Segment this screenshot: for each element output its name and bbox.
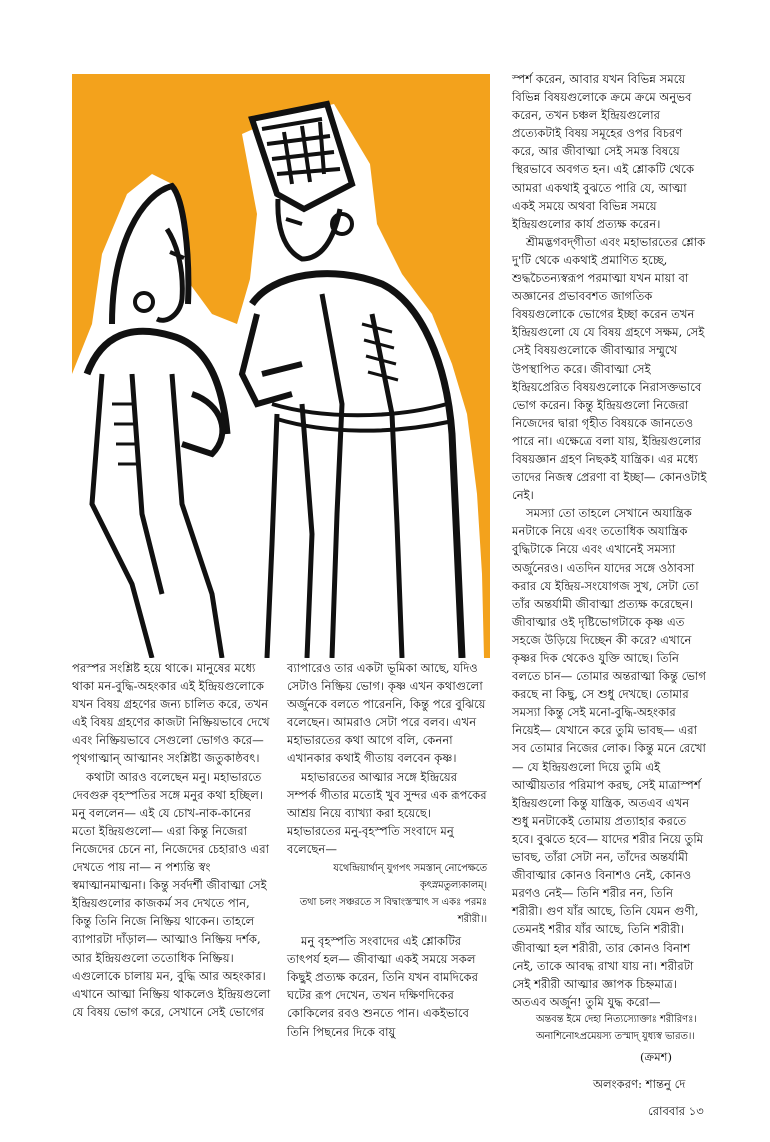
paragraph: ব্যাপারেও তার একটা ভূমিকা আছে, যদিও সেটাও নিষ্ক্রিয় ভোগ। কৃষ্ণ এখন কথাগুলো অর্জুনকে বলতে পারেননি, কিন্তু পরে বুঝিয়ে বলেছেন। আমরাও সেটা পরে বলব। এখন মহাভারতের কথা আগে বলি, কেননা এখানকার কথাই গীতায় বলবেন কৃষ্ণ। xyxy=(287,661,486,766)
column-right xyxy=(512,70,707,1045)
verse-line: অন্তবন্ত ইমে দেহা নিত্যস্যোক্তাঃ শরীরিণঃ। xyxy=(536,1013,697,1025)
paragraph: সমস্যা তো তাহলে সেখানে অযান্ত্রিক মনটাকে নিয়ে এবং ততোধিক অযান্ত্রিক বুদ্ধিটাকে নিয়ে এবং এখানেই সমস্যা অর্জুনেরও। এতদিন যাদের সঙ্গে ওঠাবসা করার যে ইন্দ্রিয়-সংযোগজ সুখ, সেটা তো তাঁর অন্তর্যামী জীবাত্মা প্রত্যক্ষ করেছেন। জীবাত্মার ওই দৃষ্টিভোগটাকে কৃষ্ণ এত সহজে উড়িয়ে দিচ্ছেন কী করে? এখানে কৃষ্ণর দিক থেকেও যুক্তি আছে। তিনি বলতে চান— তোমার অন্তরাত্মা কিন্তু ভোগ করছে না কিছু, সে শুধু দেখছে। তোমার সমস্যা কিন্তু সেই মনো-বুদ্ধি-অহংকার নিয়েই— যেখানে করে তুমি ভাবছ— এরা সব তোমার নিজের লোক। কিন্তু মনে রেখো— যে ইন্দ্রিয়গুলো দিয়ে তুমি এই আত্মীয়তার পরিমাপ করছ, সেই মাত্রাস্পর্শ ইন্দ্রিয়গুলো কিন্তু যান্ত্রিক, অতএব এখন শুধু মনটাকেই তোমায় প্রত্যাহার করতে হবে। বুঝতে হবে— যাদের শরীর নিয়ে তুমি ভাবছ, তাঁরা সেটা নন, তাঁদের অন্তর্যামী জীবাত্মার কোনও বিনাশও নেই, কোনও মরণও নেই— তিনি শরীর নন, তিনি শরীরী। গুণ যাঁর আছে, তিনি যেমন গুণী, তেমনই শরীর যাঁর আছে, তিনি শরীরী। জীবাত্মা হল শরীরী, তার কোনও বিনাশ নেই, তাকে আবদ্ধ রাখা যায় না। শরীরটা সেই শরীরী আত্মার জ্ঞাপক চিহ্নমাত্র। অতএব অর্জুন! তুমি যুদ্ধ করো— xyxy=(512,506,706,1009)
verse-line: যথেন্দ্রিয়ার্থান্ যুগপৎ সমস্তান্ নোপেক্ষতে xyxy=(333,863,487,875)
paragraph: মনু বৃহস্পতি সংবাদের এই শ্লোকটির তাৎপর্য হল— জীবাত্মা একই সময়ে সকল কিছুই প্রত্যক্ষ করেন, তিনি যখন বামদিকের ঘটের রূপ দেখেন, তখন দক্ষিণদিকের কোকিলের রবও শুনতে পান। একইভাবে তিনি পিছনের দিকে বায়ু xyxy=(287,934,479,1039)
continued-marker: (ক্রমশ) xyxy=(640,1050,673,1064)
paragraph: স্পর্শ করেন, আবার যখন বিভিন্ন সময়ে বিভিন্ন বিষয়গুলোকে ক্রমে ক্রমে অনুভব করেন, তখন চঞ্চল ইন্দ্রিয়গুলোর প্রত্যেকটাই বিষয় সমূহের ওপর বিচরণ করে, আর জীবাত্মা সেই সমস্ত বিষয়ে স্থিরভাবে অবগত হন। এই শ্লোকটি থেকে আমরা একথাই বুঝতে পারি যে, আত্মা একই সময়ে অথবা বিভিন্ন সময়ে ইন্দ্রিয়গুলোর কার্য প্রত্যক্ষ করেন। xyxy=(512,72,695,231)
verse-line: অনাশিনোঽপ্রমেয়স্য তস্মাদ্‌ যুধ্যস্ব ভারত।। xyxy=(536,1030,695,1042)
paragraph: পরস্পর সংশ্লিষ্ট হয়ে থাকে। মানুষের মধ্যে থাকা মন-বুদ্ধি-অহংকার এই ইন্দ্রিয়গুলোকে যখন বিষয় গ্রহণের জন্য চালিত করে, তখন এই বিষয় গ্রহণের কাজটা নিষ্ক্রিয়ভাবে দেখে এবং নিষ্ক্রিয়ভাবে সেগুলো ভোগও করে— পৃথগাত্মান্ আত্মানং সংশ্লিষ্টা জতুকাষ্ঠবৎ। xyxy=(72,661,270,766)
verse-line: তথা চলং সঞ্চরতে স বিদ্বাংস্তস্মাৎ স একঃ পরমঃ xyxy=(299,897,487,909)
column-left xyxy=(72,659,272,1021)
column-middle xyxy=(287,659,487,1041)
verse-line: শরীরী।। xyxy=(457,914,487,926)
paragraph: মহাভারতের আত্মার সঙ্গে ইন্দ্রিয়ের সম্পর্ক গীতার মতোই খুব সুন্দর এক রূপকের আশ্রয় নিয়ে ব্যাখ্যা করা হয়েছে। মহাভারতের মনু-বৃহস্পতি সংবাদে মনু বলেছেন— xyxy=(287,769,487,856)
verse-line: কৃৎস্নমতুল্যকালম্। xyxy=(419,880,487,892)
paragraph: কথাটা আরও বলেছেন মনু। মহাভারতে দেবগুরু বৃহস্পতির সঙ্গে মনুর কথা হচ্ছিল। মনু বললেন— এই যে চোখ-নাক-কানের মতো ইন্দ্রিয়গুলো— এরা কিন্তু নিজেরা নিজেদের চেনে না, নিজেদের চেহারাও এরা দেখতে পায় না— ন পশ্যন্তি স্বং স্বমাত্মানমাত্মনা। কিন্তু সর্বদর্শী জীবাত্মা সেই ইন্দ্রিয়গুলোর কাজকর্ম সব দেখতে পান, কিন্তু তিনি নিজে নিষ্ক্রিয় থাকেন। তাহলে ব্যাপারটা দাঁড়াল— আত্মাও নিষ্ক্রিয় দর্শক, আর ইন্দ্রিয়গুলো ততোধিক নিষ্ক্রিয়। এগুলোকে চালায় মন, বুদ্ধি আর অহংকার। এখানে আত্মা নিষ্ক্রিয় থাকলেও ইন্দ্রিয়গুলো যে বিষয় ভোগ করে, সেখানে সেই ভোগের xyxy=(72,769,271,1019)
illustration-credit: অলংকরণ: শান্তনু দে xyxy=(593,1077,686,1091)
paragraph: শ্রীমদ্ভগবদ্‌গীতা এবং মহাভারতের শ্লোক দু'টি থেকে একথাই প্রমাণিত হচ্ছে, শুদ্ধচৈতন্যস্বরূপ পরমাত্মা যখন মায়া বা অজ্ঞানের প্রভাববশত জাগতিক বিষয়গুলোকে ভোগের ইচ্ছা করেন তখন ইন্দ্রিয়গুলো যে যে বিষয় গ্রহণে সক্ষম, সেই সেই বিষয়গুলোকে জীবাত্মার সম্মুখে উপস্থাপিত করে। জীবাত্মা সেই ইন্দ্রিয়প্রেরিত বিষয়গুলোকে নিরাসক্তভাবে ভোগ করেন। কিন্তু ইন্দ্রিয়গুলো নিজেরা নিজেদের দ্বারা গৃহীত বিষয়কে জানতেও পারে না। এক্ষেত্রে বলা যায়, ইন্দ্রিয়গুলোর বিষয়জ্ঞান গ্রহণ নিছকই যান্ত্রিক। এর মধ্যে তাদের নিজস্ব প্রেরণা বা ইচ্ছা— কোনওটাই নেই। xyxy=(512,234,707,503)
page-folio: রোববার ১৩ xyxy=(648,1104,704,1118)
verse-block xyxy=(287,860,487,928)
illustration-two-figures xyxy=(72,74,490,658)
